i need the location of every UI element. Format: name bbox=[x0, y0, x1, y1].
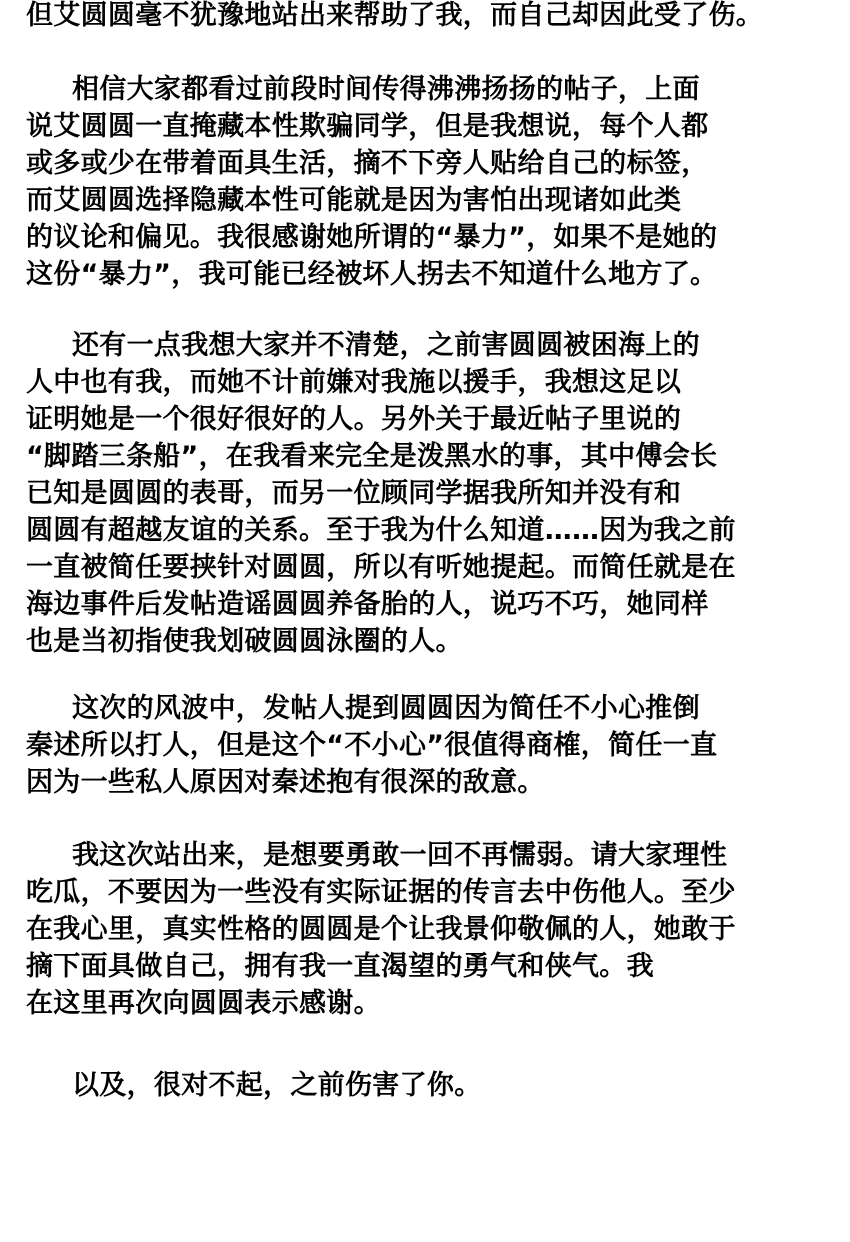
text-line: 而艾圆圆选择隐藏本性可能就是因为害怕出现诸如此类 bbox=[26, 185, 682, 216]
text-line: 这次的风波中，发帖人提到圆圆因为简任不小心推倒 bbox=[72, 693, 700, 724]
text-line: 或多或少在带着面具生活，摘不下旁人贴给自己的标签， bbox=[26, 148, 709, 179]
text-line: 但艾圆圆毫不犹豫地站出来帮助了我，而自己却因此受了伤。 bbox=[26, 0, 764, 31]
text-line: 已知是圆圆的表哥，而另一位顾同学据我所知并没有和 bbox=[26, 478, 682, 509]
text-line: 海边事件后发帖造谣圆圆养备胎的人，说巧不巧，她同样 bbox=[26, 589, 709, 620]
text-line: 证明她是一个很好很好的人。另外关于最近帖子里说的 bbox=[26, 404, 682, 435]
text-line: 在我心里，真实性格的圆圆是个让我景仰敬佩的人，她敢于 bbox=[26, 914, 736, 945]
text-line: 说艾圆圆一直掩藏本性欺骗同学，但是我想说，每个人都 bbox=[26, 111, 709, 142]
text-line: 圆圆有超越友谊的关系。至于我为什么知道……因为我之前 bbox=[26, 515, 736, 546]
text-line: 一直被简任要挟针对圆圆，所以有听她提起。而简任就是在 bbox=[26, 552, 736, 583]
text-line: 相信大家都看过前段时间传得沸沸扬扬的帖子，上面 bbox=[72, 74, 700, 105]
text-line: 的议论和偏见。我很感谢她所谓的“暴力”，如果不是她的 bbox=[26, 222, 718, 253]
text-line: 还有一点我想大家并不清楚，之前害圆圆被困海上的 bbox=[72, 330, 700, 361]
text-line: 秦述所以打人，但是这个“不小心”很值得商榷，简任一直 bbox=[26, 730, 718, 761]
text-line: 人中也有我，而她不计前嫌对我施以援手，我想这足以 bbox=[26, 367, 682, 398]
text-line: 吃瓜，不要因为一些没有实际证据的传言去中伤他人。至少 bbox=[26, 877, 736, 908]
text-line: 以及，很对不起，之前伤害了你。 bbox=[72, 1070, 482, 1101]
text-line: “脚踏三条船”，在我看来完全是泼黑水的事，其中傅会长 bbox=[26, 441, 718, 472]
text-line: 也是当初指使我划破圆圆泳圈的人。 bbox=[26, 626, 463, 657]
text-line: 摘下面具做自己，拥有我一直渴望的勇气和侠气。我 bbox=[26, 951, 654, 982]
text-line: 我这次站出来，是想要勇敢一回不再懦弱。请大家理性 bbox=[72, 840, 728, 871]
text-line: 因为一些私人原因对秦述抱有很深的敌意。 bbox=[26, 767, 545, 798]
text-line: 在这里再次向圆圆表示感谢。 bbox=[26, 988, 381, 1019]
text-line: 这份“暴力”，我可能已经被坏人拐去不知道什么地方了。 bbox=[26, 259, 718, 290]
